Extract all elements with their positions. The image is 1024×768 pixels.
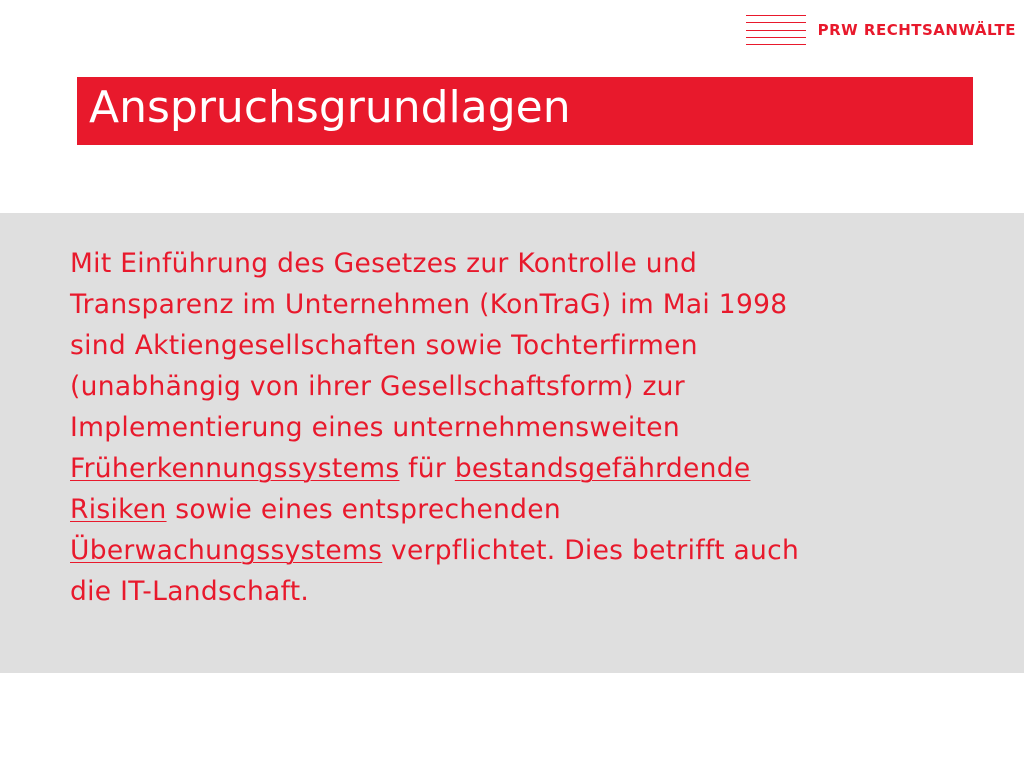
link-bestandsgefaehrdende[interactable]: bestandsgefährdende <box>454 453 751 484</box>
body-line-2: Transparenz im Unternehmen (KonTraG) im Mai 1998 <box>70 289 788 320</box>
body-line-5: Implementierung eines unternehmensweiten <box>70 412 680 443</box>
body-line-4: (unabhängig von ihrer Gesellschaftsform) zur <box>70 371 685 402</box>
logo-lines-icon <box>746 15 806 45</box>
link-risiken[interactable]: Risiken <box>70 494 167 525</box>
body-text-end-2: die IT-Landschaft. <box>70 576 310 607</box>
link-ueberwachungssystem[interactable]: Überwachungssystems <box>70 535 383 566</box>
body-line-3: sind Aktiengesellschaften sowie Tochterfirmen <box>70 330 698 361</box>
link-frueherkennungssystem[interactable]: Früherkennungssystems <box>70 453 400 484</box>
slide-title: Anspruchsgrundlagen <box>89 82 571 133</box>
title-bar <box>77 77 973 145</box>
body-text-sowie: sowie eines entsprechenden <box>166 494 561 525</box>
logo-text: PRW RECHTSANWÄLTE <box>817 21 1016 39</box>
body-text-end-1: verpflichtet. Dies betrifft auch <box>382 535 800 566</box>
body-text-fuer: für <box>399 453 455 484</box>
brand-logo <box>746 15 1016 45</box>
body-line-1: Mit Einführung des Gesetzes zur Kontrolle und <box>70 248 698 279</box>
body-text <box>70 243 1010 612</box>
